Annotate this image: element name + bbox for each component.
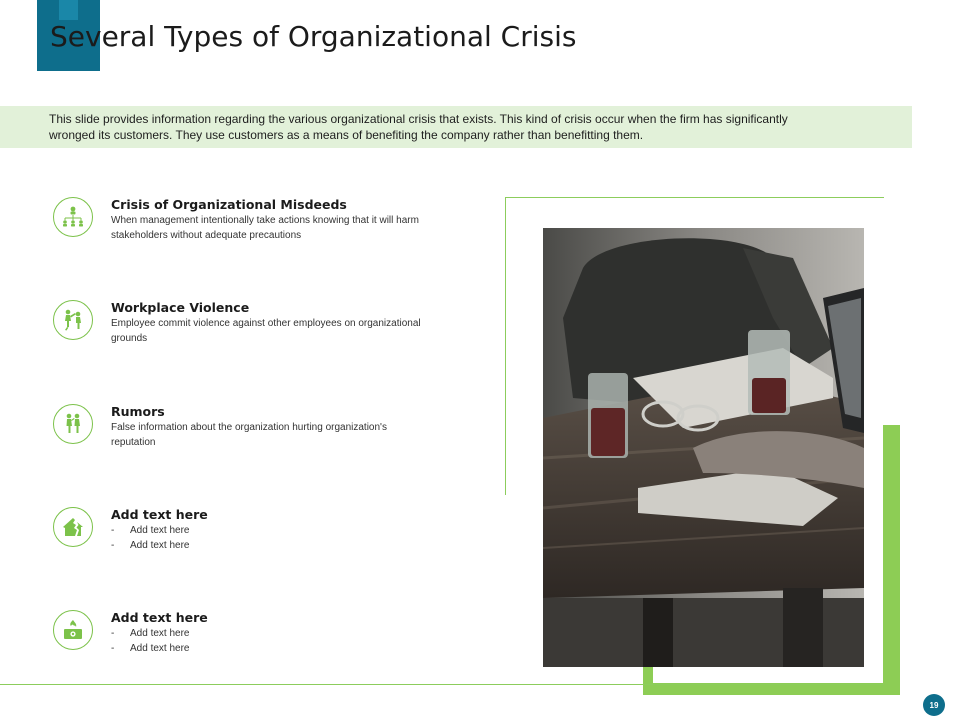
item-bullet-list (111, 626, 189, 656)
item-description: False information about the organization hurting organization's reputation (111, 422, 387, 448)
meeting-photo (543, 228, 864, 667)
whispering-people-icon (53, 404, 93, 444)
list-item: - Add text here (111, 525, 190, 536)
item-heading: Rumors (111, 404, 165, 419)
intro-banner (0, 106, 912, 148)
burning-money-icon (53, 610, 93, 650)
item-description: When management intentionally take actions knowing that it will harm stakeholders without adequate precautions (111, 215, 419, 241)
fighting-people-icon (53, 300, 93, 340)
broken-house-icon (53, 507, 93, 547)
frame-left-line (505, 197, 506, 495)
list-item: - Add text here (111, 643, 190, 654)
intro-text: This slide provides information regarding the various organizational crisis that exists. This kind of crisis occur when the firm has significantly wronged its customers. They use customers as a means of benefiting the company rather than benefitting them. (49, 112, 788, 142)
item-bullet-list (111, 523, 189, 553)
title-accent-highlight (59, 0, 78, 20)
slide-title: Several Types of Organizational Crisis (50, 20, 577, 53)
item-heading: Add text here (111, 610, 208, 625)
item-heading: Crisis of Organizational Misdeeds (111, 197, 347, 212)
organization-chart-icon (53, 197, 93, 237)
page-number-badge: 19 (923, 694, 945, 716)
item-description: Employee commit violence against other employees on organizational grounds (111, 318, 421, 344)
item-heading: Workplace Violence (111, 300, 250, 315)
frame-top-line (505, 197, 884, 198)
footer-line (0, 684, 884, 685)
item-heading: Add text here (111, 507, 208, 522)
list-item: - Add text here (111, 540, 190, 551)
list-item: - Add text here (111, 628, 190, 639)
